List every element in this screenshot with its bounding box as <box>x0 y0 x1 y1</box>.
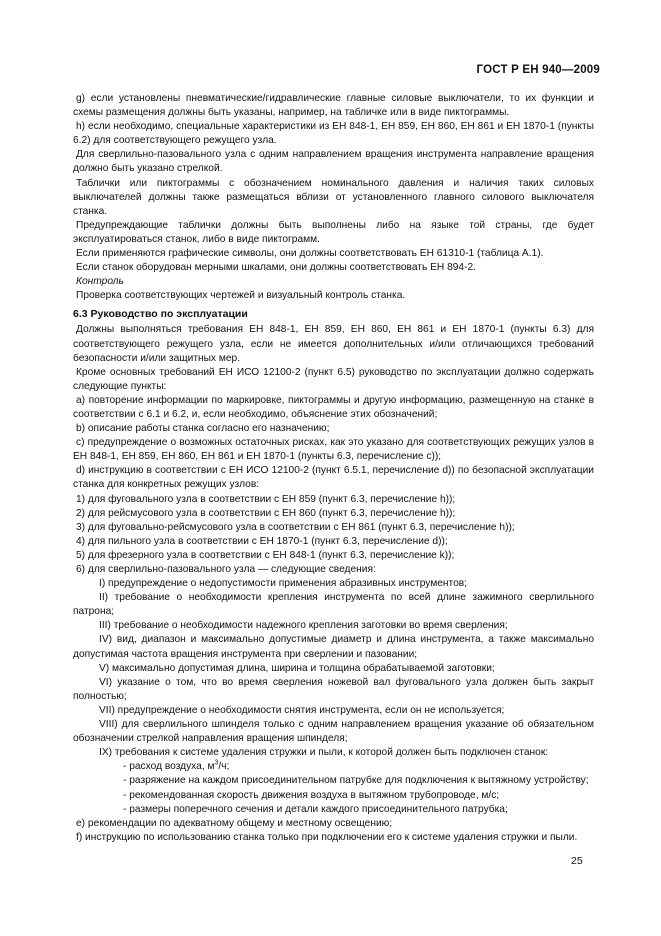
paragraph: Предупреждающие таблички должны быть выполнены либо на языке той страны, где будет эксплуатироваться станок, либо в виде пиктограмм. <box>73 219 594 245</box>
sub-item: 3) для фуговально-рейсмусового узла в соответствии с ЕН 861 (пункт 6.3, перечисление h)); <box>76 521 515 533</box>
page-body <box>73 92 594 845</box>
roman-item: IX) требования к системе удаления стружки и пыли, к которой должен быть подключен станок: <box>99 747 549 759</box>
sub-item: 1) для фуговального узла в соответствии с ЕН 859 (пункт 6.3, перечисление h)); <box>76 493 456 505</box>
document-code: ГОСТ Р ЕН 940—2009 <box>476 64 600 76</box>
sub-item: 5) для фрезерного узла в соответствии с ЕН 848-1 (пункт 6.3, перечисление k)); <box>76 549 455 561</box>
paragraph: Должны выполняться требования ЕН 848-1, ЕН 859, ЕН 860, ЕН 861 и ЕН 1870-1 (пункты 6.3) для соответствующего режущего узла, если не имеется дополнительных и/или отличающихся требований безопасности и/или защитных мер. <box>73 324 594 364</box>
item-c: c) предупреждение о возможных остаточных рисках, как это указано для соответствующих режущих узлов в ЕН 848-1, ЕН 859, ЕН 860, ЕН 861 и ЕН 1870-1 (пункты 6.3, перечисление с)); <box>73 437 594 463</box>
sub-item: 6) для сверлильно-пазовального узла — следующие сведения: <box>76 564 376 575</box>
roman-item: VIII) для сверлильного шпинделя только с одним направлением вращения указание об обязательном обозначении стрелкой направления вращения шпинделя; <box>73 719 594 745</box>
page-number: 25 <box>571 855 583 867</box>
paragraph: Для сверлильно-пазовального узла с одним направлением вращения инструмента направление вращения должно быть указано стрелкой. <box>73 149 594 175</box>
dash-item: - размеры поперечного сечения и детали каждого присоединительного патрубка; <box>123 803 508 815</box>
dash-item <box>73 760 594 774</box>
paragraph: Кроме основных требований ЕН ИСО 12100-2 (пункт 6.5) руководство по эксплуатации должно содержать следующие пункты: <box>73 366 594 392</box>
control-label: Контроль <box>76 276 124 288</box>
dash-text: /ч; <box>218 761 230 773</box>
paragraph: Если станок оборудован мерными шкалами, они должны соответствовать ЕН 894-2. <box>76 262 476 274</box>
item-e: e) рекомендации по адекватному общему и местному освещению; <box>76 817 393 829</box>
roman-item: V) максимально допустимая длина, ширина и толщина обрабатываемой заготовки; <box>99 662 495 674</box>
item-g: g) если установлены пневматические/гидравлические главные силовые выключатели, то их функции и схемы размещения должны быть указаны, например, на табличке или в виде пиктограммы. <box>73 93 594 119</box>
sub-item: 4) для пильного узла в соответствии с ЕН 1870-1 (пункт 6.3, перечисление d)); <box>76 535 448 547</box>
paragraph: Таблички или пиктограммы с обозначением номинального давления и наличия таких силовых выключателей должны также размещаться вблизи от установленного главного силового выключателя станка. <box>73 177 594 217</box>
superscript: 3 <box>214 759 219 767</box>
roman-item: VI) указание о том, что во время сверления ножевой вал фуговального узла должен быть закрыт полностью; <box>73 676 594 702</box>
paragraph: Если применяются графические символы, они должны соответствовать ЕН 61310-1 (таблица А.1). <box>76 248 544 260</box>
item-h: h) если необходимо, специальные характеристики из ЕН 848-1, ЕН 859, ЕН 860, ЕН 861 и ЕН 1870-1 (пункты 6.2) для соответствующего режущего узла. <box>73 121 594 147</box>
item-b: b) описание работы станка согласно его назначению; <box>76 423 330 435</box>
roman-item: VII) предупреждение о необходимости снятия инструмента, если он не используется; <box>99 704 505 716</box>
roman-item: III) требование о необходимости надежного крепления заготовки во время сверления; <box>99 620 508 632</box>
item-d: d) инструкцию в соответствии с ЕН ИСО 12100-2 (пункт 6.5.1, перечисление d)) по безопасной эксплуатации станка для конкретных режущих узлов: <box>73 465 594 491</box>
dash-text: - расход воздуха, м <box>123 761 215 773</box>
sub-item: 2) для рейсмусового узла в соответствии с ЕН 860 (пункт 6.3, перечисление h)); <box>76 507 456 519</box>
item-a: a) повторение информации по маркировке, пиктограммы и другую информацию, размещенную на станке в соответствии с 6.1 и 6.2, и, если необходимо, объяснение этих обозначений; <box>73 394 594 420</box>
item-f: f) инструкцию по использованию станка только при подключении его к системе удаления стружки и пыли. <box>76 831 578 843</box>
dash-item: - рекомендованная скорость движения воздуха в вытяжном трубопроводе, м/с; <box>123 789 500 801</box>
roman-item: II) требование о необходимости крепления инструмента по всей длине зажимного сверлильного патрона; <box>73 592 594 618</box>
section-heading: 6.3 Руководство по эксплуатации <box>73 308 248 321</box>
roman-item: IV) вид, диапазон и максимально допустимые диаметр и длина инструмента, а также максимально допустимая частота вращения инструмента при сверлении и пазовании; <box>73 634 594 660</box>
control-text: Проверка соответствующих чертежей и визуальный контроль станка. <box>76 290 406 302</box>
roman-item: I) предупреждение о недопустимости применения абразивных инструментов; <box>99 578 467 590</box>
dash-item: - разряжение на каждом присоединительном патрубке для подключения к вытяжному устройству; <box>123 775 589 787</box>
